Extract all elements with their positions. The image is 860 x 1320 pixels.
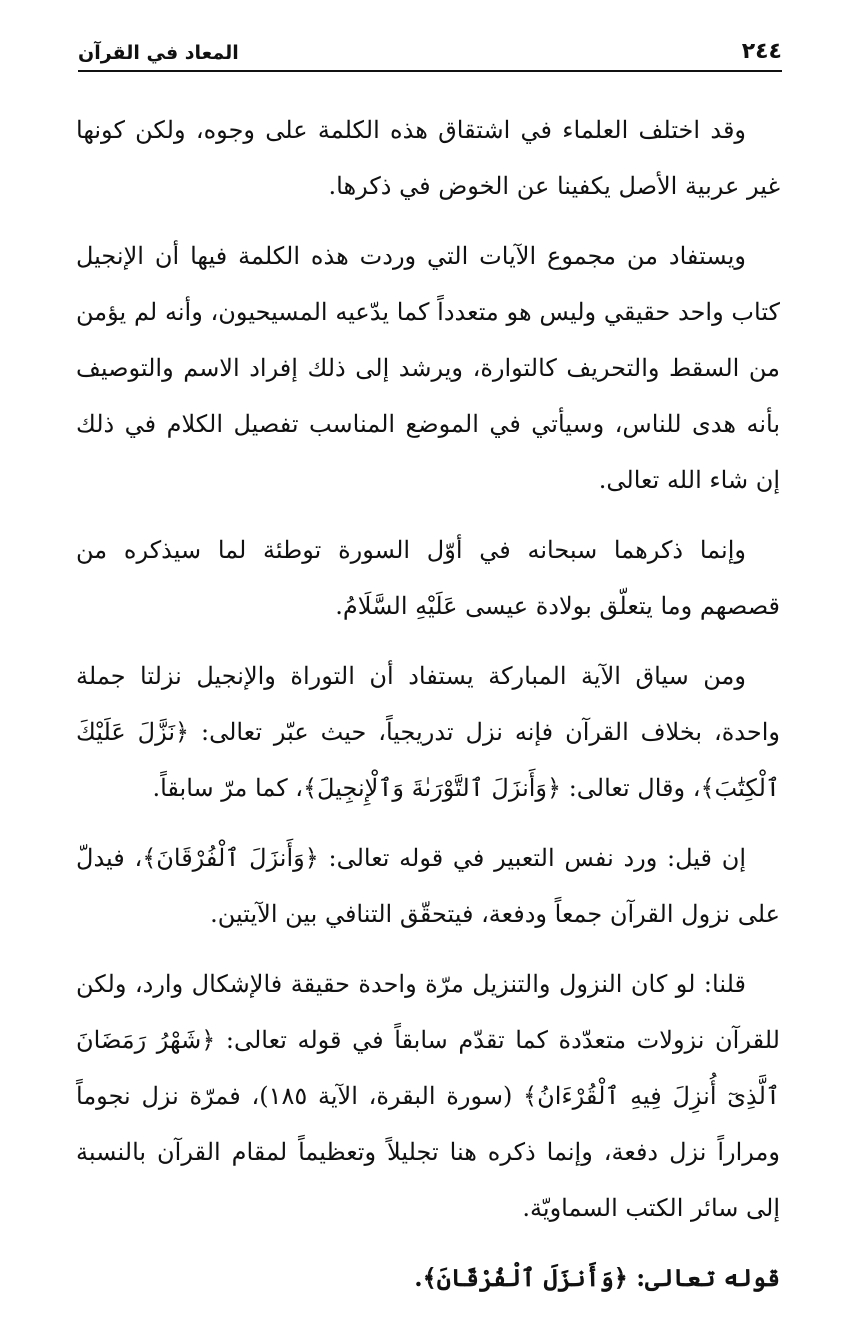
- paragraph: إن قيل: ورد نفس التعبير في قوله تعالى: ﴿وَأَنزَلَ ٱلْفُرْقَانَ﴾، فيدلّ على نزول القرآن جمعاً ودفعة، فيتحقّق التنافي بين الآيتين.: [76, 844, 780, 928]
- paragraph: قلنا: لو كان النزول والتنزيل مرّة واحدة حقيقة فالإشكال وارد، ولكن للقرآن نزولات متعدّدة كما تقدّم سابقاً في قوله تعالى: ﴿شَهْرُ رَمَضَانَ ٱلَّذِىٓ أُنزِلَ فِيهِ ٱلْقُرْءَانُ﴾ (سورة البقرة، الآية ١٨٥)، فمرّة نزل نجوماً ومراراً نزل دفعة، وإنما ذكره هنا تجليلاً وتعظيماً لمقام القرآن بالنسبة إلى سائر الكتب السماويّة.: [76, 970, 781, 1222]
- page-header: [78, 30, 782, 72]
- paragraph: ومن سياق الآية المباركة يستفاد أن التوراة والإنجيل نزلتا جملة واحدة، بخلاف القرآن فإنه نزل تدريجياً، حيث عبّر تعالى: ﴿نَزَّلَ عَلَيْكَ ٱلْكِتَٰبَ﴾، وقال تعالى: ﴿وَأَنزَلَ ٱلتَّوْرَىٰةَ وَٱلْإِنجِيلَ﴾، كما مرّ سابقاً.: [76, 662, 780, 802]
- page-number: ٢٤٤: [741, 39, 782, 64]
- paragraph: وإنما ذكرهما سبحانه في أوّل السورة توطئة لما سيذكره من قصصهم وما يتعلّق بولادة عيسى عَلَيْهِ السَّلَامُ.: [76, 536, 780, 620]
- section-heading: قوله تعالى: ﴿وَأَنزَلَ ٱلْفُرْقَانَ﴾.: [414, 1263, 780, 1292]
- paragraph: وقد اختلف العلماء في اشتقاق هذه الكلمة على وجوه، ولكن كونها غير عربية الأصل يكفينا عن الخوض في ذكرها.: [76, 116, 780, 200]
- paragraph: ويستفاد من مجموع الآيات التي وردت هذه الكلمة فيها أن الإنجيل كتاب واحد حقيقي وليس هو متعدداً كما يدّعيه المسيحيون، وأنه لم يؤمن من السقط والتحريف كالتوارة، ويرشد إلى ذلك إفراد الاسم والتوصيف بأنه هدى للناس، وسيأتي في الموضع المناسب تفصيل الكلام في ذلك إن شاء الله تعالى.: [76, 242, 780, 494]
- page-body: [76, 102, 780, 1320]
- running-title: المعاد في القرآن: [78, 42, 239, 64]
